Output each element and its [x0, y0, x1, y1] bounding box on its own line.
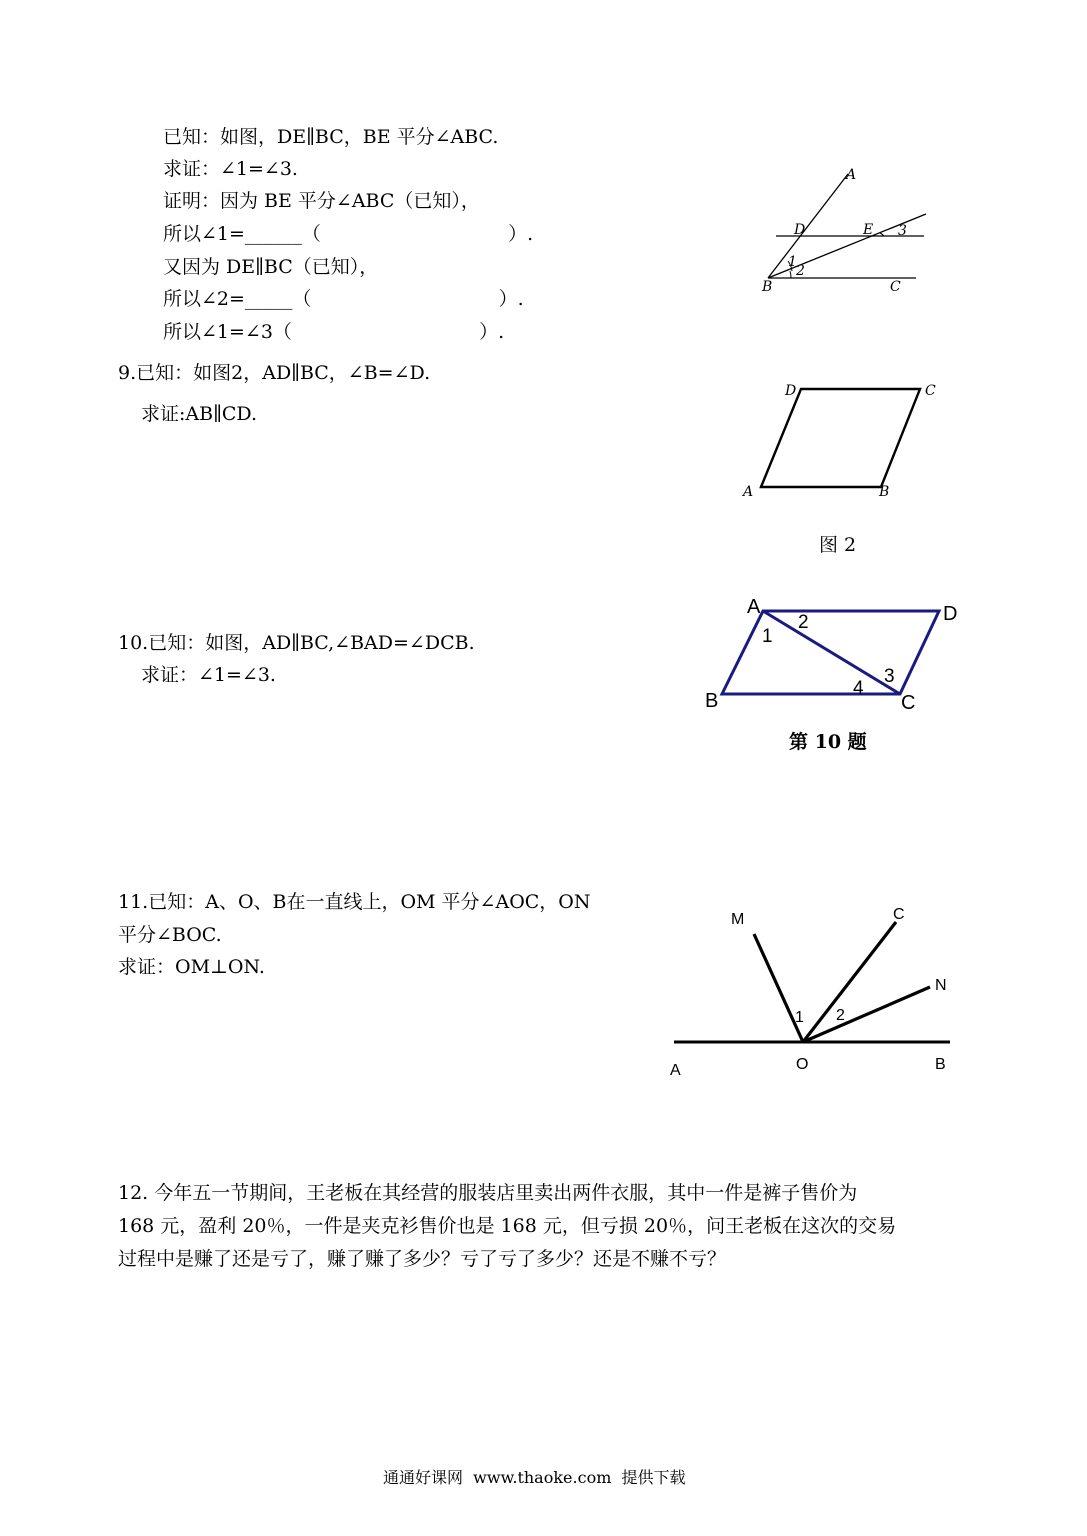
- p11-label-B: B: [935, 1056, 946, 1073]
- p8-proof-line3: 又因为 DE∥BC（已知），: [163, 256, 379, 278]
- p9-figure: [735, 370, 955, 510]
- p8-given: 已知：如图，DE∥BC，BE 平分∠ABC.: [163, 126, 499, 148]
- p11-label-2: 2: [836, 1007, 845, 1024]
- p11-label-N: N: [935, 977, 947, 994]
- p8-label-D: D: [794, 222, 806, 238]
- p11-label-O: O: [796, 1056, 809, 1073]
- page-footer: 通通好课网 www.thaoke.com 提供下载: [383, 1468, 686, 1487]
- p10-label-D: D: [943, 603, 958, 625]
- p8-proof-line5: 所以∠1=∠3（ ）.: [163, 321, 505, 343]
- p8-figure: [740, 160, 940, 300]
- p8-proof-line4: 所以∠2=_____（ ）.: [163, 288, 524, 310]
- p10-label-1: 1: [762, 626, 773, 647]
- p10-prove: 求证：∠1=∠3.: [141, 664, 276, 686]
- p8-label-3: 3: [898, 223, 907, 239]
- p8-label-E: E: [863, 222, 874, 238]
- p9-label-D: D: [785, 383, 797, 399]
- p8-label-1: 1: [788, 254, 797, 270]
- p11-label-C: C: [893, 906, 905, 923]
- p11-label-A: A: [670, 1062, 681, 1079]
- p10-label-4: 4: [853, 678, 864, 699]
- p9-label-A: A: [743, 484, 754, 500]
- p9-label-B: B: [879, 484, 890, 500]
- p11-label-M: M: [731, 911, 745, 928]
- p12-line1: 12. 今年五一节期间，王老板在其经营的服装店里卖出两件衣服，其中一件是裤子售价为: [118, 1182, 858, 1204]
- p8-label-C: C: [890, 279, 901, 295]
- p11-figure: [660, 895, 960, 1085]
- p10-label-3: 3: [884, 666, 895, 687]
- p10-label-B: B: [705, 690, 719, 712]
- p12-line2: 168 元，盈利 20％，一件是夹克衫售价也是 168 元，但亏损 20％，问王老板在这次的交易: [118, 1215, 897, 1237]
- p8-label-A: A: [846, 167, 857, 183]
- p11-prove: 求证：OM⊥ON.: [118, 956, 265, 978]
- p12-line3: 过程中是赚了还是亏了，赚了赚了多少？亏了亏了多少？还是不赚不亏？: [118, 1248, 727, 1270]
- p8-proof-line1: 证明：因为 BE 平分∠ABC（已知），: [163, 190, 480, 212]
- p10-label-C: C: [901, 692, 916, 714]
- p10-figure: [700, 590, 970, 720]
- p10-label-A: A: [747, 596, 761, 618]
- p9-label-C: C: [925, 383, 936, 399]
- p8-proof-line2: 所以∠1=______（ ）.: [163, 223, 534, 245]
- p8-label-2: 2: [796, 263, 805, 279]
- p10-given: 10.已知：如图，AD∥BC,∠BAD=∠DCB.: [118, 632, 475, 654]
- p10-figure-caption: 第 10 题: [789, 731, 867, 753]
- p11-given-line2: 平分∠BOC.: [118, 924, 222, 946]
- p8-label-B: B: [762, 279, 773, 295]
- p11-label-1: 1: [795, 1009, 804, 1026]
- p8-prove: 求证：∠1=∠3.: [163, 158, 298, 180]
- p9-figure-caption: 图 2: [819, 534, 857, 556]
- p9-given: 9.已知：如图2，AD∥BC，∠B=∠D.: [118, 362, 431, 384]
- p9-prove: 求证:AB∥CD.: [141, 403, 257, 425]
- p10-label-2: 2: [798, 612, 809, 633]
- p11-given-line1: 11.已知：A、O、B在一直线上，OM 平分∠AOC，ON: [118, 891, 591, 913]
